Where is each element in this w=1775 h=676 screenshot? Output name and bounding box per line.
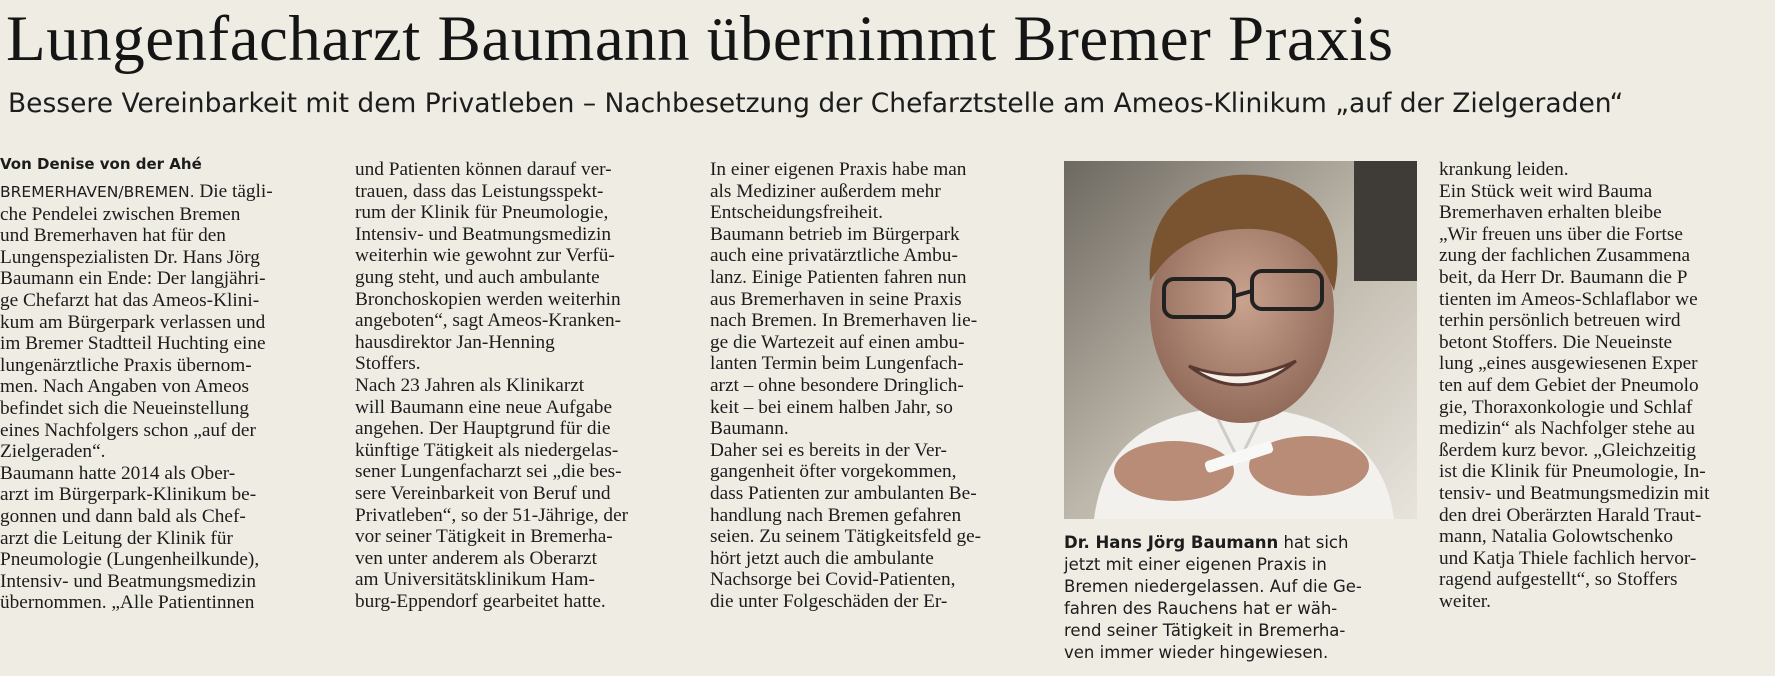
text-line: angehen. Der Hauptgrund für die bbox=[355, 418, 611, 440]
text-line: arzt die Leitung der Klinik für bbox=[0, 527, 233, 549]
text-line: weiter. bbox=[1439, 590, 1491, 612]
text-line: seien. Zu seinem Tätigkeitsfeld ge- bbox=[710, 526, 982, 548]
article-column-2 bbox=[355, 159, 690, 612]
text-line: In einer eigenen Praxis habe man bbox=[710, 159, 967, 180]
article-column-4 bbox=[1439, 159, 1775, 612]
article-subheadline: Bessere Vereinbarkeit mit dem Privatleben – Nachbesetzung der Chefarztstelle am Ameos-Klinikum „auf der Zielgeraden“ bbox=[8, 88, 1624, 119]
text-line: ten auf dem Gebiet der Pneumolo bbox=[1439, 374, 1699, 396]
caption-line: fahren des Rauchens hat er wäh- bbox=[1064, 599, 1338, 618]
text-line: Baumann ein Ende: Der langjähri- bbox=[0, 268, 266, 290]
text-line: weiterhin wie gewohnt zur Verfü- bbox=[355, 245, 615, 267]
text-line: Bronchoskopien werden weiterhin bbox=[355, 288, 621, 310]
text-line: ßerdem kurz bevor. „Gleichzeitig bbox=[1439, 439, 1696, 461]
text-line: Ein Stück weit wird Bauma bbox=[1439, 180, 1653, 202]
text-line: lung „eines ausgewiesenen Exper bbox=[1439, 353, 1698, 375]
caption-name: Dr. Hans Jörg Baumann bbox=[1064, 533, 1279, 552]
text-line: übernommen. „Alle Patientinnen bbox=[0, 592, 255, 614]
text-line: gung steht, und auch ambulante bbox=[355, 266, 600, 288]
text-line: mann, Natalia Golowtschenko bbox=[1439, 526, 1673, 548]
article-dateline: BREMERHAVEN/BREMEN. bbox=[0, 183, 195, 201]
text-line: will Baumann eine neue Aufgabe bbox=[355, 396, 613, 418]
text-line: am Universitätsklinikum Ham- bbox=[355, 569, 595, 591]
text-line: arzt – ohne besondere Dringlich- bbox=[710, 374, 964, 396]
text-line: terhin persönlich betreuen wird bbox=[1439, 310, 1681, 332]
article-headline: Lungenfacharzt Baumann übernimmt Bremer Praxis bbox=[6, 3, 1394, 75]
text-line: im Bremer Stadtteil Huchting eine bbox=[0, 333, 266, 355]
text-line: gonnen und dann bald als Chef- bbox=[0, 505, 246, 527]
text-line: Baumann. bbox=[710, 418, 789, 440]
text-line: lungenärztliche Praxis übernom- bbox=[0, 354, 252, 376]
text-line: als Mediziner außerdem mehr bbox=[710, 180, 941, 202]
text-line: sener Lungenfacharzt sei „die bes- bbox=[355, 461, 622, 483]
text-line: zung der fachlichen Zusammena bbox=[1439, 245, 1691, 267]
caption-line: jetzt mit einer eigenen Praxis in bbox=[1064, 555, 1327, 574]
text-line: und Patienten können darauf ver- bbox=[355, 159, 612, 180]
text-line: medizin“ als Nachfolger stehe au bbox=[1439, 418, 1695, 440]
text-line: handlung nach Bremen gefahren bbox=[710, 504, 962, 526]
text-line: und Bremerhaven hat für den bbox=[0, 225, 226, 247]
text-line: ge Chefarzt hat das Ameos-Klini- bbox=[0, 289, 260, 311]
text-line: befindet sich die Neueinstellung bbox=[0, 397, 249, 419]
text-line: beit, da Herr Dr. Baumann die P bbox=[1439, 266, 1688, 288]
text-line: ge die Wartezeit auf einen ambu- bbox=[710, 331, 965, 353]
text-line: Daher sei es bereits in der Ver- bbox=[710, 439, 947, 461]
text-line: ven unter anderem als Oberarzt bbox=[355, 547, 597, 569]
text-line: betont Stoffers. Die Neueinste bbox=[1439, 331, 1673, 353]
text-line: Lungenspezialisten Dr. Hans Jörg bbox=[0, 246, 260, 268]
text-line: Stoffers. bbox=[355, 353, 421, 375]
text-line: angeboten“, sagt Ameos-Kranken- bbox=[355, 310, 622, 332]
text-line: aus Bremerhaven in seine Praxis bbox=[710, 288, 962, 310]
text-line: vor seiner Tätigkeit in Bremerha- bbox=[355, 526, 613, 548]
text-line: hört jetzt auch die ambulante bbox=[710, 547, 934, 569]
text-line: ist die Klinik für Pneumologie, In- bbox=[1439, 461, 1706, 483]
article-column-3 bbox=[710, 159, 1045, 612]
text-line: die unter Folgeschäden der Er- bbox=[710, 590, 948, 612]
text-line: men. Nach Angaben von Ameos bbox=[0, 376, 249, 398]
text-line: nach Bremen. In Bremerhaven lie- bbox=[710, 310, 978, 332]
text-line: gie, Thoraxonkologie und Schlaf bbox=[1439, 396, 1693, 418]
caption-line: Bremen niedergelassen. Auf die Ge- bbox=[1064, 577, 1362, 596]
text-line: ragend aufgestellt“, so Stoffers bbox=[1439, 569, 1678, 591]
caption-line: rend seiner Tätigkeit in Bremerha- bbox=[1064, 621, 1346, 640]
text-line: Die tägli- bbox=[199, 181, 273, 202]
text-line: tensiv- und Beatmungsmedizin mit bbox=[1439, 482, 1710, 504]
text-line: lanten Termin beim Lungenfach- bbox=[710, 353, 964, 375]
text-line: hausdirektor Jan-Henning bbox=[355, 331, 555, 353]
text-line: Pneumologie (Lungenheilkunde), bbox=[0, 549, 260, 571]
article-byline: Von Denise von der Ahé bbox=[0, 155, 202, 173]
text-line: che Pendelei zwischen Bremen bbox=[0, 203, 241, 225]
text-line: Nach 23 Jahren als Klinikarzt bbox=[355, 374, 585, 396]
text-line: den drei Oberärzten Harald Traut- bbox=[1439, 504, 1702, 526]
caption-line: ven immer wieder hingewiesen. bbox=[1064, 643, 1329, 662]
text-line: lanz. Einige Patienten fahren nun bbox=[710, 266, 967, 288]
text-line: krankung leiden. bbox=[1439, 159, 1569, 180]
text-line: gangenheit öfter vorgekommen, bbox=[710, 461, 957, 483]
text-line: dass Patienten zur ambulanten Be- bbox=[710, 482, 977, 504]
text-line: burg-Eppendorf gearbeitet hatte. bbox=[355, 590, 606, 612]
text-line: rum der Klinik für Pneumologie, bbox=[355, 202, 609, 224]
portrait-photo bbox=[1064, 161, 1417, 519]
text-line: tienten im Ameos-Schlaflabor we bbox=[1439, 288, 1698, 310]
text-line: Zielgeraden“. bbox=[0, 441, 106, 463]
text-line: Nachsorge bei Covid-Patienten, bbox=[710, 569, 956, 591]
article-column-1 bbox=[0, 181, 330, 614]
text-line: eines Nachfolgers schon „auf der bbox=[0, 419, 256, 441]
text-line: Intensiv- und Beatmungsmedizin bbox=[0, 570, 256, 592]
text-line: Privatleben“, so der 51-Jährige, der bbox=[355, 504, 629, 526]
text-line: arzt im Bürgerpark-Klinikum be- bbox=[0, 484, 257, 506]
text-line: Bremerhaven erhalten bleibe bbox=[1439, 202, 1662, 224]
photo-caption bbox=[1064, 532, 1424, 664]
text-line: keit – bei einem halben Jahr, so bbox=[710, 396, 953, 418]
text-line: Baumann hatte 2014 als Ober- bbox=[0, 462, 236, 484]
text-line: Entscheidungsfreiheit. bbox=[710, 202, 883, 224]
text-line: und Katja Thiele fachlich hervor- bbox=[1439, 547, 1697, 569]
caption-line: hat sich bbox=[1278, 533, 1349, 552]
text-line: Baumann betrieb im Bürgerpark bbox=[710, 223, 960, 245]
text-line: trauen, dass das Leistungsspekt- bbox=[355, 180, 604, 202]
text-line: „Wir freuen uns über die Fortse bbox=[1439, 223, 1683, 245]
text-line: Intensiv- und Beatmungsmedizin bbox=[355, 223, 611, 245]
text-line: künftige Tätigkeit als niedergelas- bbox=[355, 439, 619, 461]
text-line: kum am Bürgerpark verlassen und bbox=[0, 311, 266, 333]
text-line: auch eine privatärztliche Ambu- bbox=[710, 245, 958, 267]
text-line: sere Vereinbarkeit von Beruf und bbox=[355, 482, 611, 504]
